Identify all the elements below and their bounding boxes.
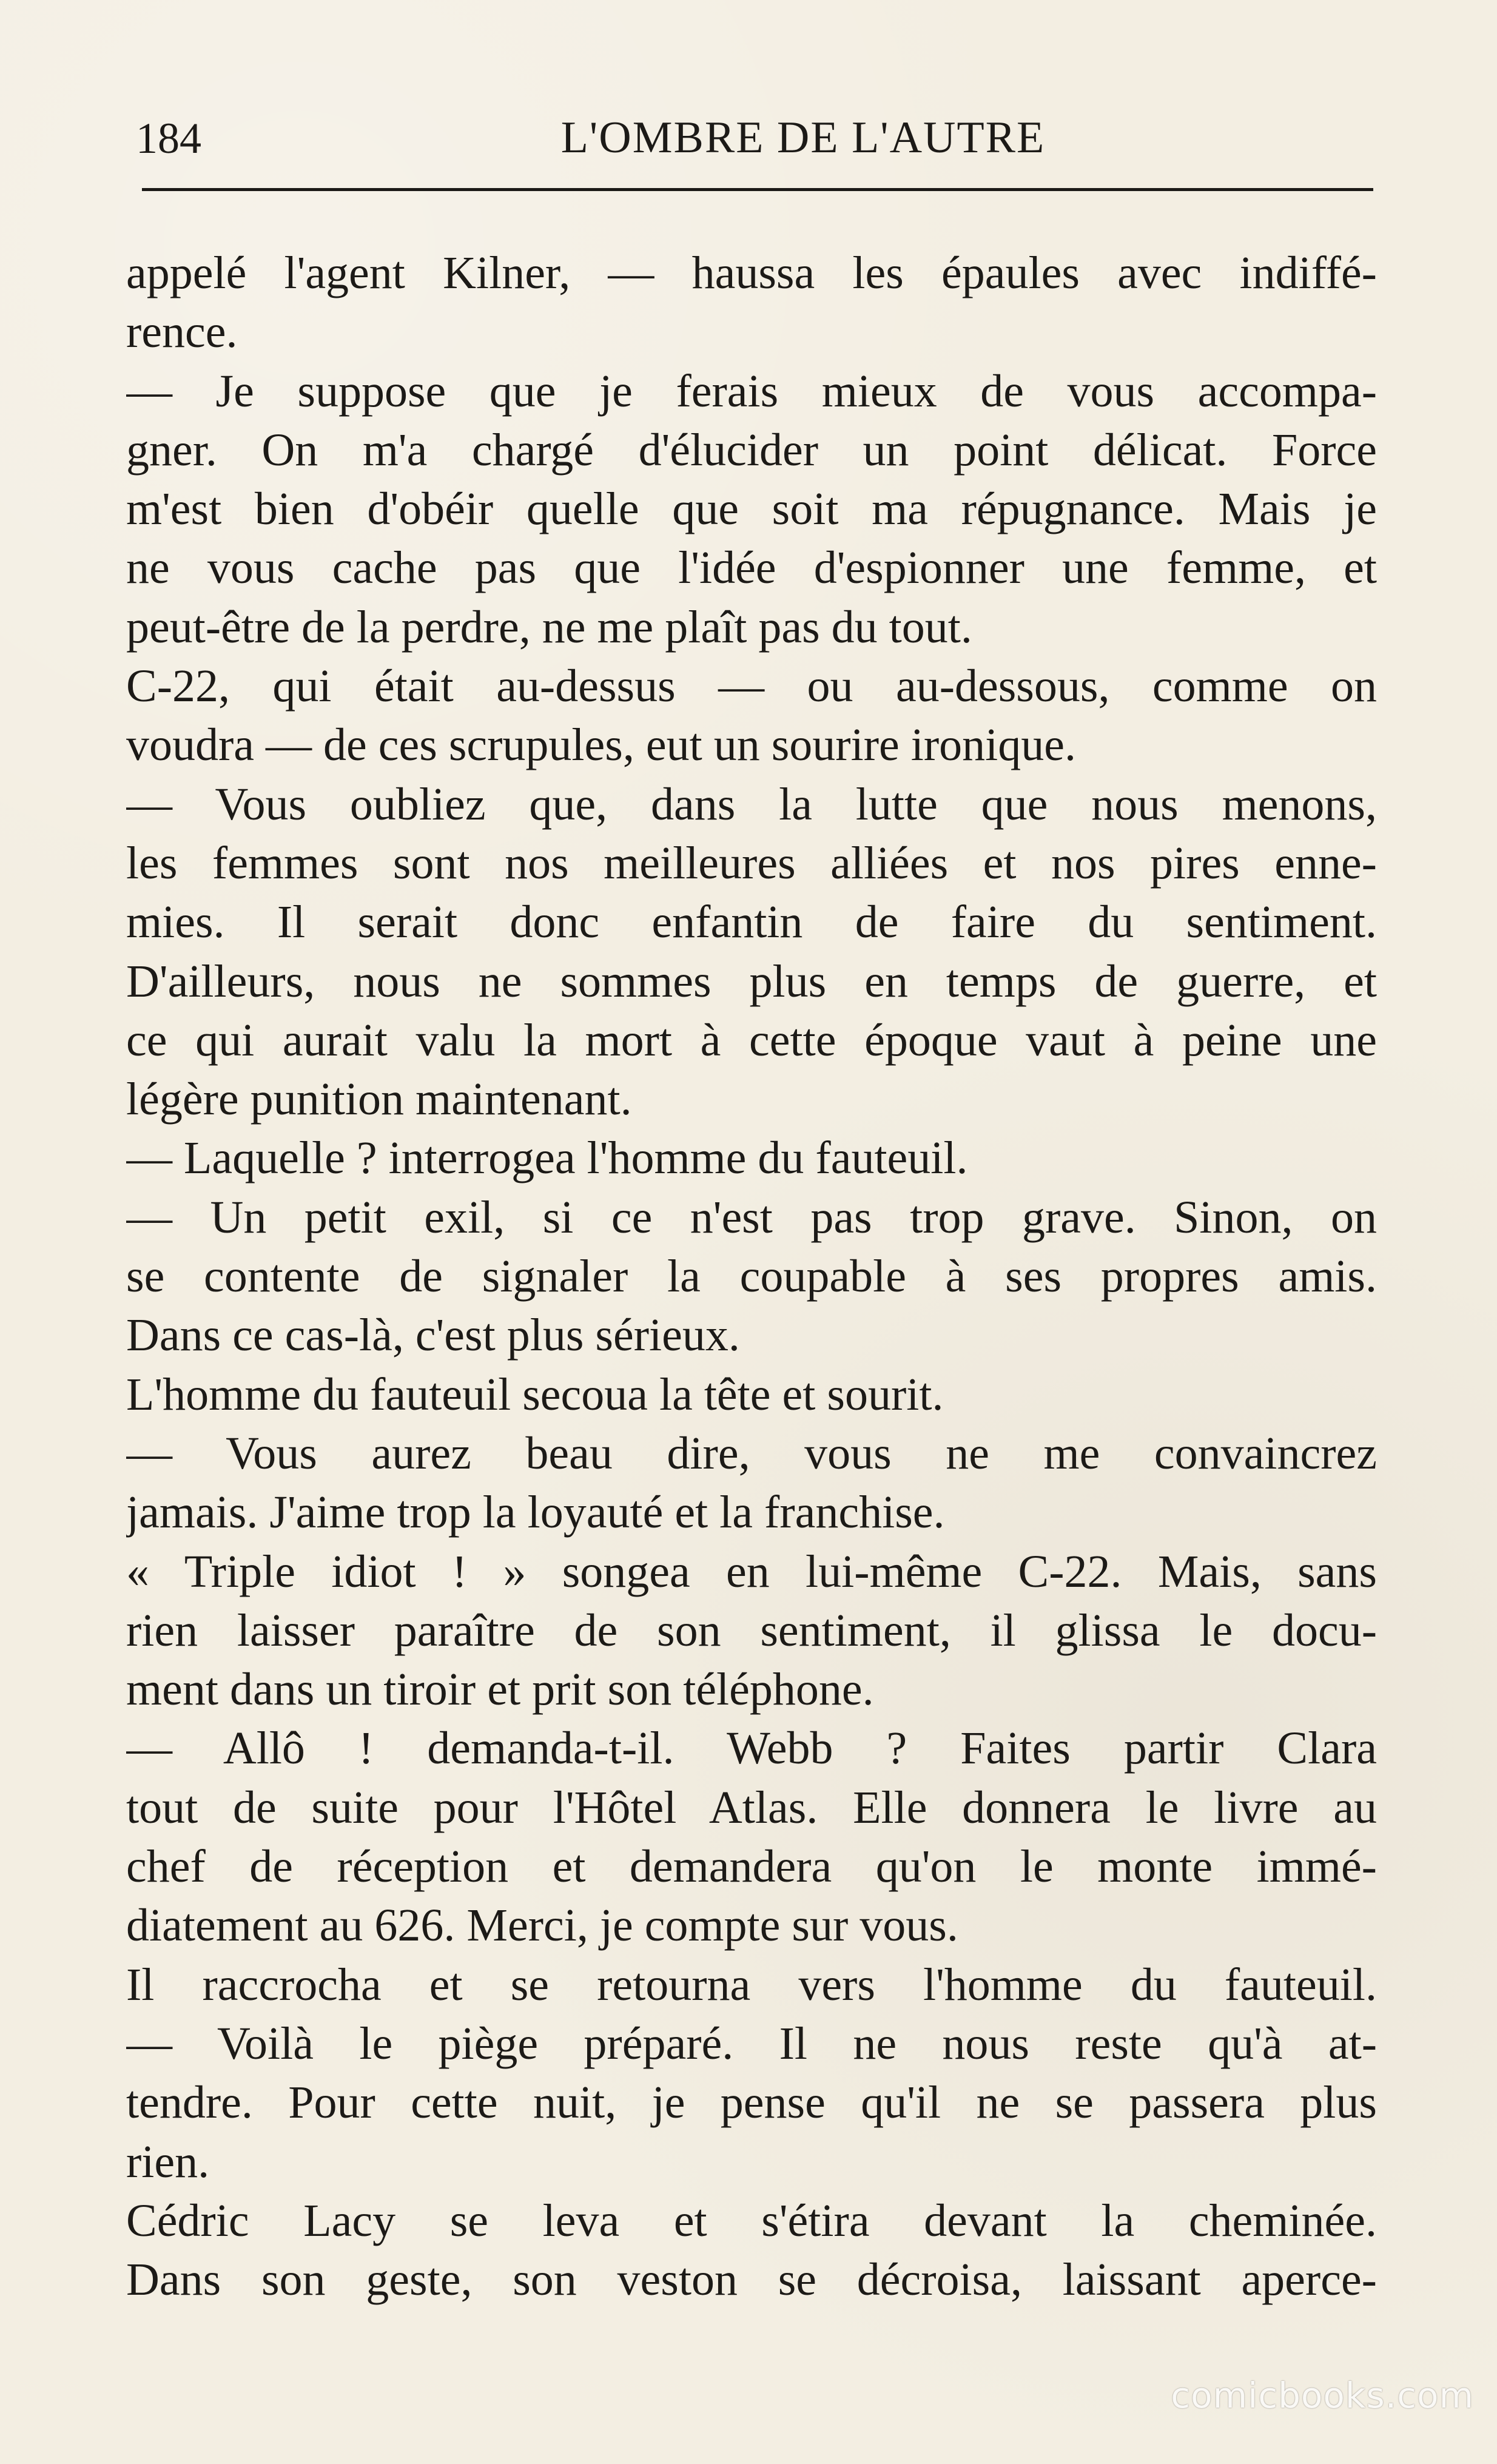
text-line: « Triple idiot ! » songea en lui-même C-22. Mais, sans [126, 1546, 1377, 1597]
text-line: Cédric Lacy se leva et s'étira devant la cheminée. [126, 2195, 1377, 2246]
text-line: les femmes sont nos meilleures alliées et nos pires enne- [126, 837, 1377, 889]
text-line: rien laisser paraître de son sentiment, il glissa le docu- [126, 1604, 1377, 1656]
body-text [126, 244, 1377, 2309]
text-line: tout de suite pour l'Hôtel Atlas. Elle donnera le livre au [126, 1782, 1377, 1833]
text-line: ne vous cache pas que l'idée d'espionner une femme, et [126, 542, 1377, 594]
text-line: chef de réception et demandera qu'on le monte immé- [126, 1841, 1377, 1893]
text-line: appelé l'agent Kilner, — haussa les épaules avec indiffé- [126, 247, 1377, 298]
running-title: L'OMBRE DE L'AUTRE [560, 113, 1046, 163]
text-line: ce qui aurait valu la mort à cette époque vaut à peine une [126, 1014, 1377, 1066]
text-line: diatement au 626. Merci, je compte sur vous. [126, 1900, 958, 1951]
text-line: C-22, qui était au-dessus — ou au-dessous, comme on [126, 661, 1377, 712]
text-line: Il raccrocha et se retourna vers l'homme du fauteuil. [126, 1959, 1377, 2010]
text-line: gner. On m'a chargé d'élucider un point délicat. Force [126, 424, 1377, 476]
text-line: rence. [126, 306, 238, 358]
text-line: — Je suppose que je ferais mieux de vous accompa- [126, 365, 1377, 417]
text-line: voudra — de ces scrupules, eut un sourire ironique. [126, 719, 1077, 771]
source-watermark: comicbooks.com [1171, 2375, 1474, 2416]
text-line: rien. [126, 2136, 210, 2187]
text-line: ment dans un tiroir et prit son téléphone. [126, 1664, 874, 1715]
text-line: — Laquelle ? interrogea l'homme du fauteuil. [126, 1133, 968, 1184]
page-number: 184 [136, 114, 201, 163]
page-header [136, 99, 1373, 172]
text-line: D'ailleurs, nous ne sommes plus en temps de guerre, et [126, 955, 1377, 1007]
text-line: — Voilà le piège préparé. Il ne nous reste qu'à at- [126, 2018, 1377, 2069]
text-line: — Vous oubliez que, dans la lutte que nous menons, [126, 778, 1377, 830]
text-line: — Allô ! demanda-t-il. Webb ? Faites partir Clara [126, 1723, 1377, 1774]
text-line: tendre. Pour cette nuit, je pense qu'il ne se passera plus [126, 2077, 1377, 2129]
text-line: jamais. J'aime trop la loyauté et la franchise. [126, 1487, 945, 1538]
text-line: mies. Il serait donc enfantin de faire du sentiment. [126, 897, 1377, 948]
text-line: Dans ce cas-là, c'est plus sérieux. [126, 1310, 740, 1361]
text-line: m'est bien d'obéir quelle que soit ma répugnance. Mais je [126, 483, 1377, 535]
text-line: peut-être de la perdre, ne me plaît pas du tout. [126, 601, 972, 653]
text-line: L'homme du fauteuil secoua la tête et sourit. [126, 1368, 944, 1420]
text-line: légère punition maintenant. [126, 1074, 632, 1125]
text-line: — Un petit exil, si ce n'est pas trop grave. Sinon, on [126, 1191, 1377, 1243]
text-line: Dans son geste, son veston se décroisa, laissant aperce- [126, 2254, 1377, 2306]
header-divider [142, 188, 1373, 191]
text-line: se contente de signaler la coupable à ses propres amis. [126, 1251, 1377, 1302]
text-line: — Vous aurez beau dire, vous ne me convaincrez [126, 1427, 1377, 1479]
